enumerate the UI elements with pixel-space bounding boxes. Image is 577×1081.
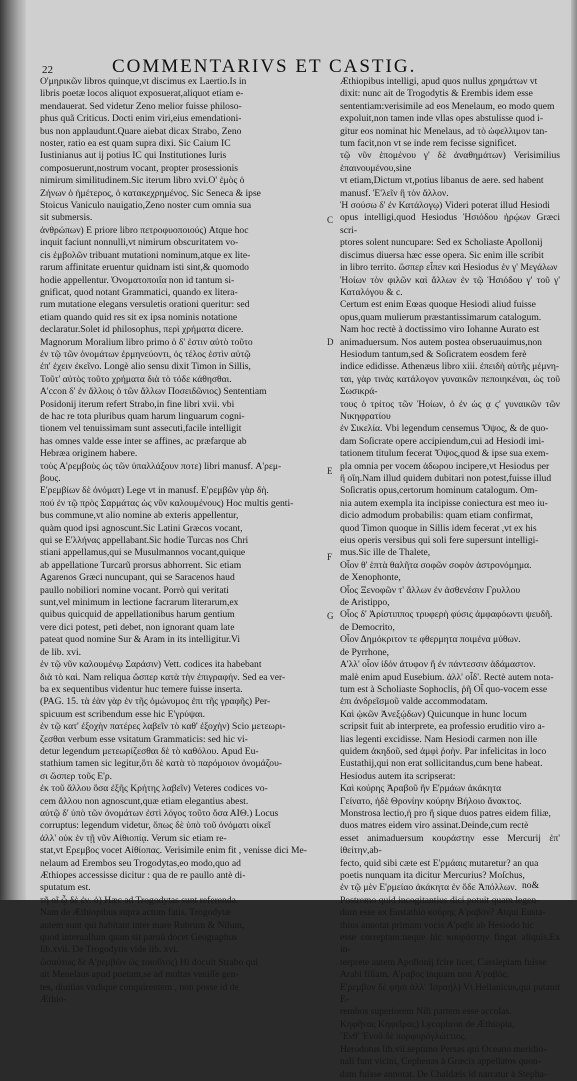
text-line: ἐκ τοῦ ἄλλου ὅσα ἐξῆς Κρήτης λαβεῖν) Veteres codices vo- xyxy=(40,783,268,795)
text-line: quod Timon quoque in Sillis idem fecerat ,vt ex his xyxy=(340,522,537,534)
text-line: bus non applaudunt.Quare aiebat dicax Strabo, Zeno xyxy=(40,125,242,137)
text-line: quibus quicquid de appellationibus harum gentium xyxy=(40,609,235,621)
text-line: Æthio- xyxy=(40,994,67,1006)
text-line: Eustathij,qui non erat sollicitandus,cum bene habeat. xyxy=(340,758,543,770)
text-line: esse correptam:neque hic κουράστην fingat aliquis.Ex in- xyxy=(340,932,560,956)
text-line: autem sunt qui habitant inter mare Rubrum & Nilum, xyxy=(40,919,245,931)
text-line: inquit faciunt nonnulli,vt nimirum obscuritatem vo- xyxy=(40,237,239,249)
text-line: Ἠοίων τὸν φιλῶν καὶ ἄλλων ἐν τῷ Ἡσιόδου γ' τοῦ γ' Καταλόγου & c. xyxy=(340,274,560,298)
page-edge-shadow xyxy=(571,0,577,900)
text-line: stathium tamen sic legitur,ὅτι δὲ κατὰ τὸ παρόμοιον ὀνομάζου- xyxy=(40,758,283,770)
text-line: tum est à Scholiaste Sophoclis, ῥῆ Οἷ quo-vocem esse xyxy=(340,683,548,695)
text-line: fecto, quid sibi cæte est Ε'ρμάαις mutaretur? an qua xyxy=(340,857,539,869)
text-line: ἐν Σικελία. Vbi legendum censemus Ὄψος, & de quo- xyxy=(340,423,549,435)
text-line: pla omnia per vocem ἀδωρου incipere,vt Hesiodus per xyxy=(340,460,550,472)
text-line: ἐν τῷ μὲν Ε'ρμείαο ἀκάκητα ἐν ὅδε Ἀπόλλων. xyxy=(340,882,517,894)
margin-letter: F xyxy=(327,552,333,562)
text-line: Ἔνθ' Ἑνοῦ δὲ πορφυρόγλώττιος. xyxy=(340,1031,467,1043)
text-line: sunt,vel minimum in lectione facrarum literarum,ex xyxy=(40,597,239,609)
text-line: eius operis versibus qui soli fere supersunt intelligi- xyxy=(340,535,539,547)
margin-letter: G xyxy=(327,611,334,621)
text-line: thius annotat primam vocis Α'ραβε ab Hesiodo hic xyxy=(340,919,534,931)
text-line: Herodotus lib.vii.septimo Persas qui Oceano meridio- xyxy=(340,1043,547,1055)
text-line: dam fuisse annotat. De Chaldæis id narratur à Stepha- xyxy=(340,1068,548,1080)
text-line: Posidonij iterum refert Strabo,in fine libri xvii. vbi xyxy=(40,398,235,410)
text-line: ζεσθαι verbum esse vsitatum Grammaticis: sed hic vi- xyxy=(40,733,248,745)
text-line: de Pyrrhone, xyxy=(340,646,390,658)
text-line: ptores solent nuncupare: Sed ex Scholiaste Apollonij xyxy=(340,237,543,249)
text-line: gitur eos nominat hic Menelaus, ad τὸ ὠφελλιμον tan- xyxy=(340,125,548,137)
text-line: malè enim apud Eusebium. ἀλλ' οἶδ'. Rectè autem nota- xyxy=(340,671,554,683)
text-line: nelaum ad Erembos seu Trogodytas,eo modo,quo ad xyxy=(40,857,241,869)
text-line: hodie appellentur. Ὀνοματοποιΐα non id tantum si- xyxy=(40,274,235,286)
text-line: (PAG. 15. τὰ ἐὰν γὰρ ἐν τῆς ὁμώνυμος ἐπι τῆς γραφῆς) Per- xyxy=(40,696,271,708)
right-text-column xyxy=(340,76,560,1081)
text-line: Ἡ σούσω δ' ἐν Κατάλογῳ) Videri poterat illud Hesiodi xyxy=(340,200,550,212)
text-line: opus,quam mulierum præstantissimarum catalogum. xyxy=(340,311,542,323)
text-line: Τοῦτ' αὐτὸς τοῦτο χρήματα διὰ τὸ τόδε κάθησθαι. xyxy=(40,373,232,385)
text-line: ἐν τῷ κατ' ἐξοχὴν πατέρες λαβεῖν τὸ καθ' ἐξοχὴν) Scio μετεωρι- xyxy=(40,721,286,733)
text-line: pateat quod nomine Sur & Aram in its intelligitur.Vi xyxy=(40,634,241,646)
text-line: Magnorum Moralium libro primo ὁ δ' ἐστιν αὐτὸ τοῦτο xyxy=(40,336,253,348)
text-line: τῆ οῖ ᾧ δὲ ἐν. ὁ) Hæc ad Trogodytas sunt referenda. xyxy=(40,894,239,906)
text-line: mendauerat. Sed videtur Zeno melior fuisse philoso- xyxy=(40,100,242,112)
text-line: Hesiodus autem ita scripserat: xyxy=(340,770,456,782)
text-line: nali funt vicini, Cephenas à Græcis appellatos quon- xyxy=(340,1056,541,1068)
text-line: Α'λλ' οἷον ἰδόν ἀτυφον ἢ ἐν πάντεσσιν ἀδάμαστον. xyxy=(340,659,536,671)
text-line: dicio admodum probabilis: quam etiam confirmat, xyxy=(340,510,533,522)
text-line: tum facit,non vt se inde rem fecisse significet. xyxy=(340,138,517,150)
text-line: Postremo quid incogitantius dici potuit quam legen- xyxy=(340,894,540,906)
running-head-title: COMMENTARIVS ET CASTIG. xyxy=(112,56,417,77)
text-line: mus.Sic ille de Thalete, xyxy=(340,547,431,559)
text-line: rarum affinitate eruentur quidnam isti sint,& quomodo xyxy=(40,262,249,274)
left-text-column xyxy=(40,76,318,1006)
text-line: ται, γὰρ τινὰς κατάλογον γυναικῶν πεποιηκέναι, ὡς τοῦ Σωσικρά- xyxy=(340,373,560,398)
text-line: βους. xyxy=(40,473,61,484)
text-line: animaduersum. Nos autem postea obseruauimus,non xyxy=(340,336,542,348)
text-line: Agarenos Græci nuncupant, qui se Saracenos haud xyxy=(40,572,235,584)
text-line: paullo nobiliori nomine vocant. Porrò qui veritati xyxy=(40,584,229,596)
text-line: de Xenophonte, xyxy=(340,572,401,584)
text-line: Καὶ ᾠκῶν Ἀνεξῴδων) Quicunque in hunc locum xyxy=(340,708,527,720)
text-line: gnificat, quod notant Grammatici, quando ex litera- xyxy=(40,286,238,298)
text-line: indice edidisse. Athenæus libro xiii. ἐπειδὴ αὐτῆς μέμνη- xyxy=(340,361,560,373)
text-line: bus commune,vt alio nomine ab exteris appellentur, xyxy=(40,510,239,522)
text-line: ἐπι ἀνδρεῖσμοῦ valde accommodatam. xyxy=(340,696,488,708)
text-line: nimirum similitudinem.Sic iterum libro xvi.O' ἐμὸς ὁ xyxy=(40,175,245,187)
text-line: corruptus: legendum videtur, ὅπως δὲ ὑπὸ τοῦ ὀνόματι οἰκεῖ xyxy=(40,820,271,832)
text-line: Hesiodum tantum,sed & Soſicratem eosdem ferè xyxy=(340,348,527,360)
text-line: αὐτῷ δ' ὑπὸ τῶν ὀνομάτων ἐστὶ λόγος τοῦτο ὅσα ΑΙΘ.) Locus xyxy=(40,807,279,819)
text-line: τους ὁ τρίτος τῶν Ἠοίων, ὁ ἐν ὡς ᾳ ϛ' γυναικῶν τῶν Νικηφρατίου xyxy=(340,398,560,422)
text-line: qui se Ε'λλήνας appellabant.Sic hodie Turcas nos Chri xyxy=(40,535,249,547)
text-line: ἐν τῷ τῶν ὁνομάτων ἐρμηνεύοντι, ὁς τέλος ἐστὶν αὐτῷ xyxy=(40,348,251,360)
text-line: opus intelligi,quod Hesiodus Ἡσιόδου ἡρῴων Græci scri- xyxy=(340,212,560,236)
text-line: ἀνθρώπων) E priore libro πετροφυοποιούς) Atque hoc xyxy=(40,224,249,236)
text-line: manusf. Ἑ'λεῖν ἢ τὸν ἄλλον. xyxy=(340,187,449,199)
text-line: sit submersis. xyxy=(40,212,93,224)
text-line: ab appellatione Turcarũ prorsus abhorrent. Sic etiam xyxy=(40,559,242,571)
text-line: Monstrosa lectio,ἡ pro ἥ sique duos patres eidem filiæ, xyxy=(340,807,551,819)
text-line: lib.xvii. De Trogodytis vide lib. xvi. xyxy=(40,944,179,956)
text-line: declaratur.Solet id philosophus, περὶ χρήματα dicere. xyxy=(40,324,244,336)
text-line: Nam de Æthiopibus supra actum fatis. Trogodytæ xyxy=(40,907,232,919)
text-line: Γείνατο, ἠδὲ Θρονίην κούρην Βήλοιο ἄνακτος. xyxy=(340,795,522,807)
text-line: detur legendum μετεωρίζεσθαι δὲ τὸ καθόλου. Apud Eu- xyxy=(40,745,259,757)
text-line: vt etiam,Dictum vt,potius libanus de aere. sed habent xyxy=(340,175,544,187)
text-line: Καὶ κούρης Ἀραβοῦ ἣν Ε'ρμάων ἀκάκητα xyxy=(340,783,502,795)
catchword: no& xyxy=(522,880,540,891)
text-line: Οἷον Δημόκριτον τε φθερμητα ποιμένα μύθων. xyxy=(340,634,521,646)
text-line: dam Soſicrate opere accipiendum,cui ad Hesiodi imi- xyxy=(340,435,545,447)
text-line: διὰ τὸ καὶ. Nam reliqua ὥσπερ κατὰ τὴν ἐπιγραφήν. Sed ea ver- xyxy=(40,671,286,683)
text-line: Ε'ρεμβον δὲ φησι ἀλλ' Ἰσραήλ) Vt Hellanicus,qui putauit E- xyxy=(340,981,560,1006)
text-line: O'μηρικῶν libros quinque,vt discimus ex Laertio.Is in xyxy=(40,76,247,87)
text-line: stat,vt Ερεμβος vocet Αἰθίοπας. Verisimile enim fit , venisse dici Me- xyxy=(40,845,307,857)
text-line: ἀλλ' οὐκ ἐν τῇ νῦν Αἰθιοπίᾳ. Verum sic etiam re- xyxy=(40,832,227,844)
text-line: Arabi filiam. Α'ραβος inquam non Α'ραβός. xyxy=(340,969,509,981)
text-line: Æthiopes accessisse dicitur : qua de re paullo antè di- xyxy=(40,870,246,881)
text-line: de hac re tota pluribus quam harum linguarum cogni- xyxy=(40,410,245,422)
text-line: rum mutatione elegans versuletis orationi queritur: sed xyxy=(40,299,250,311)
margin-letter: C xyxy=(327,215,334,225)
text-line: composuerunt,nostrum vocant, propter prosessionis xyxy=(40,162,238,174)
text-line: Soſicratis opus,certorum hominum catalogum. Om- xyxy=(340,485,538,497)
text-line: ait Menelaus apud poetam,se ad multas veniſſe gen- xyxy=(40,969,239,981)
text-line: libris poetæ locos aliquot exposuerat,aliquot etiam e- xyxy=(40,88,244,100)
text-line: rembos superiorem Nili partem esse accolas. xyxy=(340,1006,512,1018)
text-line: Οἷον θ' ἑπτὰ θαλῆτα σοφῶν σοφὸν ἀστρονόμημα. xyxy=(340,559,532,571)
text-line: πού ἐν τῷ πρὸς Σαρμάτας ὡς νῦν καλουμένους) Hoc multis genti- xyxy=(40,497,294,509)
margin-letter: D xyxy=(327,337,334,347)
text-line: nia autem exempla ita incipisse coniectura est meo iu- xyxy=(340,497,548,509)
text-line: duos matres eidem viro assinat.Deinde,cum rectè xyxy=(340,820,529,832)
text-line: τοὺς Α'ρεμβοὺς ὡς τῶν ὑπαλλάξουν ποτε) libri manusf. Α'ρεμ- xyxy=(40,460,282,472)
text-line: ἐπ' ἐχειν ἐκεῖνο. Longè alio sensu dixit Timon in Sillis, xyxy=(40,361,251,373)
text-line: Stoicus Vaniculo nauigatio,Zeno noster cum omnia sua xyxy=(40,200,252,212)
text-line: sputatum est. xyxy=(40,882,91,894)
text-line: discimus diuersa hæc esse opera. Sic enim ille scribit xyxy=(340,249,544,261)
text-line: etiam quando quid res sit ex ipsa nominis notatione xyxy=(40,311,238,323)
text-line: quidem ἀκηδοῦ, sed ἀμφὶ ῥοὴν. Par infelicitas in loco xyxy=(340,745,547,757)
text-line: expoluit,non tamen inde vllas opes abstulisse quod i- xyxy=(340,113,544,125)
text-line: de lib. xvi. xyxy=(40,646,82,658)
page-number: 22 xyxy=(42,64,53,76)
text-line: de Aristippo, xyxy=(340,597,390,609)
text-line: Κηφῆνας Κηφεῖρας) Lycophron de Æthiopia, xyxy=(340,1018,515,1030)
text-line: poetis nunquam ita dicitur Mercurius? Moſchus, xyxy=(340,870,525,881)
text-line: Nam hoc rectè à doctissimo viro Iohanne Aurato est xyxy=(340,324,540,336)
text-line: sententiam:verisimile ad eos Menelaum, eo modo quem xyxy=(340,100,555,112)
text-line: τῷ νῦν ἑπομένου γ' δὲ ἀναθημάτων) Verisimilius ἑπαινουμένου,sine xyxy=(340,150,560,174)
text-line: dum esse ex Eustathio κούρης Α'ραβόν? Atqui Eusta- xyxy=(340,907,546,919)
text-line: noster, ratio ea est quam supra dixi. Sic Caium IC xyxy=(40,138,231,150)
text-line: A'ccon δ' ἐν ἄλλοις ὁ τῶν ἄλλων Ποσειδῶνιος) Sententiam xyxy=(40,386,267,398)
margin-letter: E xyxy=(327,466,333,476)
text-line: esset animaduersum κουράστην esse Mercurij ἐπ' ἰθείτην,ab- xyxy=(340,832,560,857)
text-line: ὡσαύτως δὲ Α'ρεμβῶν ὡς τοιοῦτος) Hi docuit Strabo qui xyxy=(40,956,259,968)
text-line: de Democrito, xyxy=(340,621,395,633)
text-line: Hebræa originem habere. xyxy=(40,448,138,460)
text-line: Ε'ρεμβίων δὲ ὀνόματ) Lege vt in manusf. Ε'ρεμβῶν γὰρ δὴ. xyxy=(40,485,269,497)
text-line: has omnes valde esse inter se affines, ac præfarque ab xyxy=(40,435,247,447)
text-line: ba ex sequentibus videntur huc temere fuisse inserta. xyxy=(40,683,243,695)
text-line: stiani appellamus,qui se Musulmannos vocant,quique xyxy=(40,547,246,559)
text-line: ἢ οἴη.Nam illud quidem dubitari non potest,fuisse illud xyxy=(340,473,552,484)
text-line: spicuum est scribendum esse hic Ε'γρύψαι. xyxy=(40,708,206,720)
text-line: Certum est enim Eœas quoque Hesiodi aliud fuisse xyxy=(340,299,536,311)
text-line: Iustinianus aut ij potius IC qui Institutiones Iuris xyxy=(40,150,227,162)
text-line: dixit: nunc ait de Trogodytis & Erembis idem esse xyxy=(340,88,533,100)
text-line: tionem vel tenuissimam sunt assecuti,facile intelligit xyxy=(40,423,242,435)
page-gutter-shadow xyxy=(0,0,26,900)
text-line: scripsit fuit ab interprete, ea professio eruditio viro a- xyxy=(340,721,545,733)
text-line: Ζήνων ὁ ἡμέτερος, ὁ κατακεχρημένος. Sic Seneca & ipse xyxy=(40,187,261,199)
text-line: ἐν τῷ νῦν καλουμένῳ Σαράσιν) Vett. codices ita habebant xyxy=(40,659,262,671)
text-line: vere dici potest, peti debet, non ignorant quam late xyxy=(40,621,235,633)
text-line: lias legenti excidisse. Nam Hesiodi carmen non ille xyxy=(340,733,538,745)
text-line: phus quã Criticus. Docti enim viri,eius emendationi- xyxy=(40,113,242,125)
text-line: Æthiopibus intelligi, apud quos nullus χρημάτων vt xyxy=(340,76,538,87)
text-line: σι ὥσπερ τοῦς Ε'ρ. xyxy=(40,770,113,782)
text-line: quod interuallum quam sit paruũ docet Geographus xyxy=(40,932,238,944)
text-line: cis ἐμβολῶν tribuant mutationi nominum,atque ex lite- xyxy=(40,249,251,261)
text-line: quàm quod ipsi agnoscunt.Sic Latini Græcos vocant, xyxy=(40,522,243,534)
text-line: Οἷος δ' Ἀρίστιππος τρυφερὴ φύσις ἀμφαφόωντι ψευδῆ. xyxy=(340,609,553,621)
text-line: terprete autem Apollonij fcire licet, Cassiepiam fuisse xyxy=(340,956,547,968)
text-line: tes, diuitias vndique conquirentem , non posse id de xyxy=(40,981,239,993)
text-line: in libro territo. ὥσπερ εἶπεν καὶ Hesiodus ἐν γ' Μεγάλων xyxy=(340,262,558,274)
text-line: tationem titulum fecerat Ὄψος,quod & ipse sua exem- xyxy=(340,448,549,460)
text-line: Οἷος Ξενοφῶν τ' ἄλλων ἐν ἀσθενέσιν Γρυλλου xyxy=(340,584,521,596)
text-line: cem ἄλλου non agnoscunt,quæ etiam elegantius abest. xyxy=(40,795,249,807)
